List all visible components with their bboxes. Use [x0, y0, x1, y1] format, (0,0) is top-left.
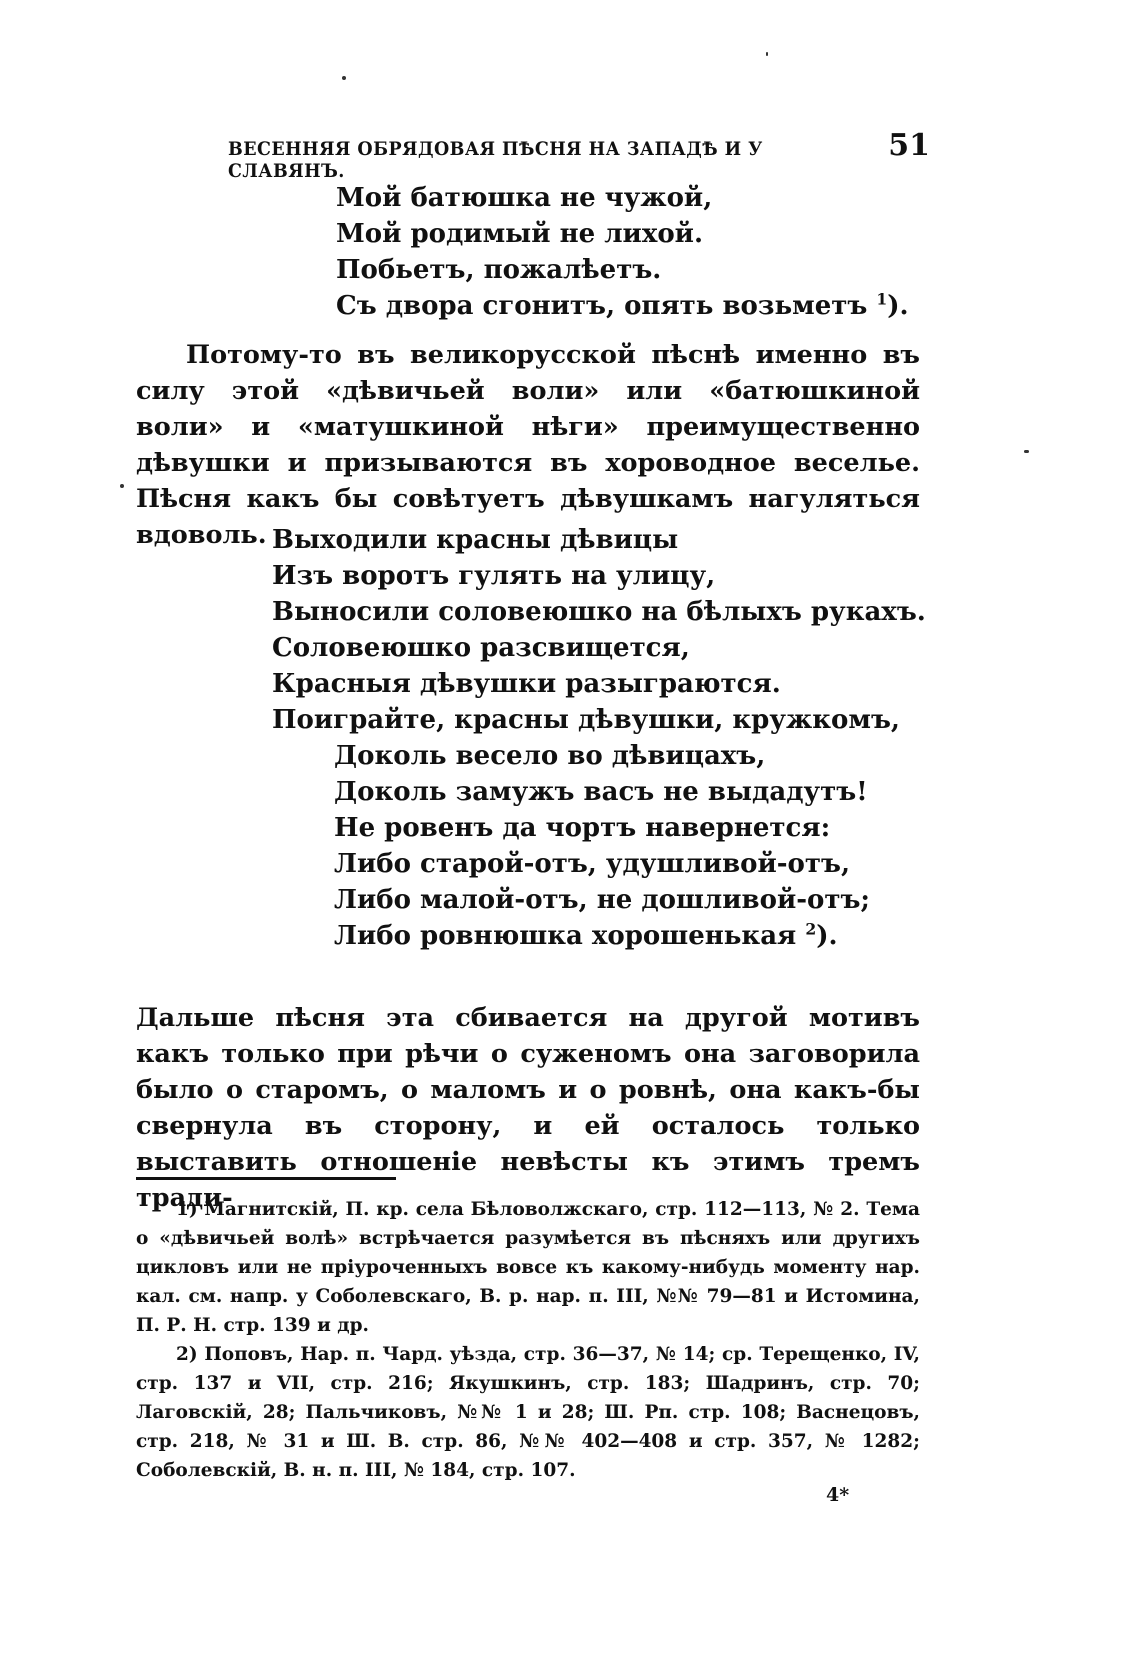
paragraph-text: Потому-то въ великорусской пѣснѣ именно въ силу этой «дѣвичьей воли» или «батюшкиной воли» и «матушкиной нѣги» преимущественно дѣвушки и призываются въ хороводное веселье. Пѣсня какъ бы совѣтуетъ дѣвушкамъ нагуляться вдоволь. [136, 340, 920, 550]
scan-speck [342, 76, 346, 80]
verse-block-2 [272, 522, 926, 954]
verse-line: Не ровенъ да чортъ навернется: [334, 813, 831, 843]
verse-line: Поиграйте, красны дѣвушки, кружкомъ, [272, 705, 900, 735]
footnote-ref-1: 1 [876, 289, 888, 309]
verse-indented-lines [272, 738, 926, 954]
paragraph-text: Дальше пѣсня эта сбивается на другой мотивъ какъ только при рѣчи о суженомъ она заговорила было о старомъ, о маломъ и о ровнѣ, она какъ-бы свернула въ сторону, и ей осталось только выставить отношеніе невѣсты къ этимъ тремъ тради- [136, 1003, 920, 1213]
footnote-divider [136, 1177, 396, 1180]
scan-speck [120, 484, 124, 488]
verse-line-text: Либо ровнюшка хорошенькая [334, 921, 797, 951]
footnote-1: 1) Магнитскій, П. кр. села Бѣловолжскаго, стр. 112—113, № 2. Тема о «дѣвичьей волѣ» встрѣчается разумѣется въ пѣсняхъ или другихъ цикловъ или не пріуроченныхъ вовсе къ какому-нибудь моменту нар. кал. см. напр. у Соболевскаго, В. р. нар. п. III, №№ 79—81 и Истомина, П. Р. Н. стр. 139 и др. [136, 1199, 920, 1336]
footnotes [136, 1195, 920, 1485]
verse-line: Либо старой-отъ, удушливой-отъ, [334, 849, 851, 879]
verse-line [336, 288, 909, 324]
footnote-ref-2: 2 [805, 919, 817, 939]
verse-line-tail: ). [816, 921, 838, 951]
verse-line-tail: ). [887, 291, 909, 321]
verse-line: Либо малой-отъ, не дошливой-отъ; [334, 885, 871, 915]
verse-line: Побьетъ, пожалѣетъ. [336, 255, 662, 285]
verse-block-1 [336, 180, 909, 324]
verse-line: Выносили соловеюшко на бѣлыхъ рукахъ. [272, 597, 926, 627]
verse-line: Красныя дѣвушки разыграются. [272, 669, 781, 699]
verse-line: Выходили красны дѣвицы [272, 525, 679, 555]
verse-line-text: Съ двора сгонитъ, опять возьметъ [336, 291, 868, 321]
scan-speck [766, 52, 768, 56]
scan-speck [1024, 450, 1029, 453]
verse-line [334, 918, 926, 954]
verse-line: Доколь весело во дѣвицахъ, [334, 741, 766, 771]
verse-line: Изъ воротъ гулять на улицу, [272, 561, 716, 591]
signature-mark: 4* [826, 1484, 850, 1506]
paragraph-1 [136, 337, 920, 553]
verse-line: Мой батюшка не чужой, [336, 183, 713, 213]
verse-line: Мой родимый не лихой. [336, 219, 703, 249]
running-title: ВЕСЕННЯЯ ОБРЯДОВАЯ ПѢСНЯ НА ЗАПАДѢ И У СЛАВЯНЪ. [228, 138, 763, 182]
footnote-2: 2) Поповъ, Нар. п. Чард. уѣзда, стр. 36—37, № 14; ср. Терещенко, IV, стр. 137 и VII, стр. 216; Якушкинъ, стр. 183; Шадринъ, стр. 70; Лаговскій, 28; Пальчиковъ, №№ 1 и 28; Ш. Рп. стр. 108; Васнецовъ, стр. 218, № 31 и Ш. В. стр. 86, №№ 402—408 и стр. 357, № 1282; Соболевскій, В. н. п. III, № 184, стр. 107. [136, 1344, 920, 1481]
paragraph-2 [136, 1000, 920, 1216]
page-header [228, 128, 930, 182]
verse-line: Доколь замужъ васъ не выдадутъ! [334, 777, 868, 807]
page-number: 51 [888, 128, 930, 163]
verse-line: Соловеюшко разсвищется, [272, 633, 690, 663]
